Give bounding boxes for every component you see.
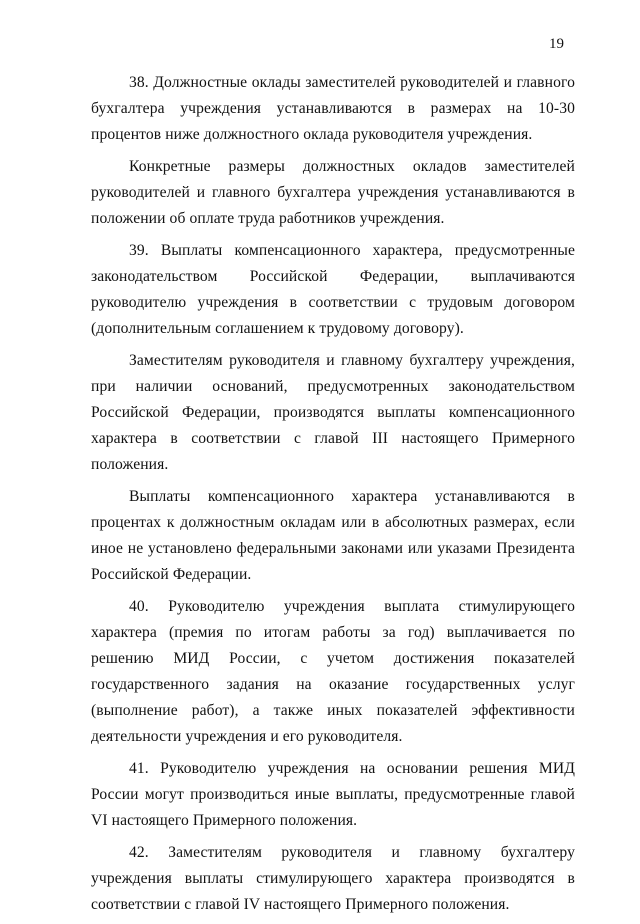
paragraph-38: 38. Должностные оклады заместителей руководителей и главного бухгалтера учреждения устанавливаются в размерах на 10-30 процентов ниже должностного оклада руководителя учреждения. <box>91 74 575 143</box>
paragraph-40: 40. Руководителю учреждения выплата стимулирующего характера (премия по итогам работы за год) выплачивается по решению МИД России, с учетом достижения показателей государственного задания на оказание государственных услуг (выполнение работ), а также иных показателей эффективности деятельности учреждения и его руководителя. <box>91 598 575 745</box>
document-body <box>91 70 575 924</box>
paragraph-41: 41. Руководителю учреждения на основании решения МИД России могут производиться иные выплаты, предусмотренные главой VI настоящего Примерного положения. <box>91 760 575 829</box>
paragraph-39: 39. Выплаты компенсационного характера, предусмотренные законодательством Российской Федерации, выплачиваются руководителю учреждения в соответствии с трудовым договором (дополнительным соглашением к трудовому договору). <box>91 242 575 337</box>
paragraph-38-continued: Конкретные размеры должностных окладов заместителей руководителей и главного бухгалтера учреждения устанавливаются в положении об оплате труда работников учреждения. <box>91 158 575 227</box>
paragraph-42: 42. Заместителям руководителя и главному бухгалтеру учреждения выплаты стимулирующего характера производятся в соответствии с главой IV настоящего Примерного положения. <box>91 844 575 913</box>
paragraph-39-deputies: Заместителям руководителя и главному бухгалтеру учреждения, при наличии оснований, предусмотренных законодательством Российской Федерации, производятся выплаты компенсационного характера в соответствии с главой III настоящего Примерного положения. <box>91 352 575 473</box>
paragraph-39-compensation: Выплаты компенсационного характера устанавливаются в процентах к должностным окладам или в абсолютных размерах, если иное не установлено федеральными законами или указами Президента Российской Федерации. <box>91 488 575 583</box>
page-number: 19 <box>549 36 564 52</box>
